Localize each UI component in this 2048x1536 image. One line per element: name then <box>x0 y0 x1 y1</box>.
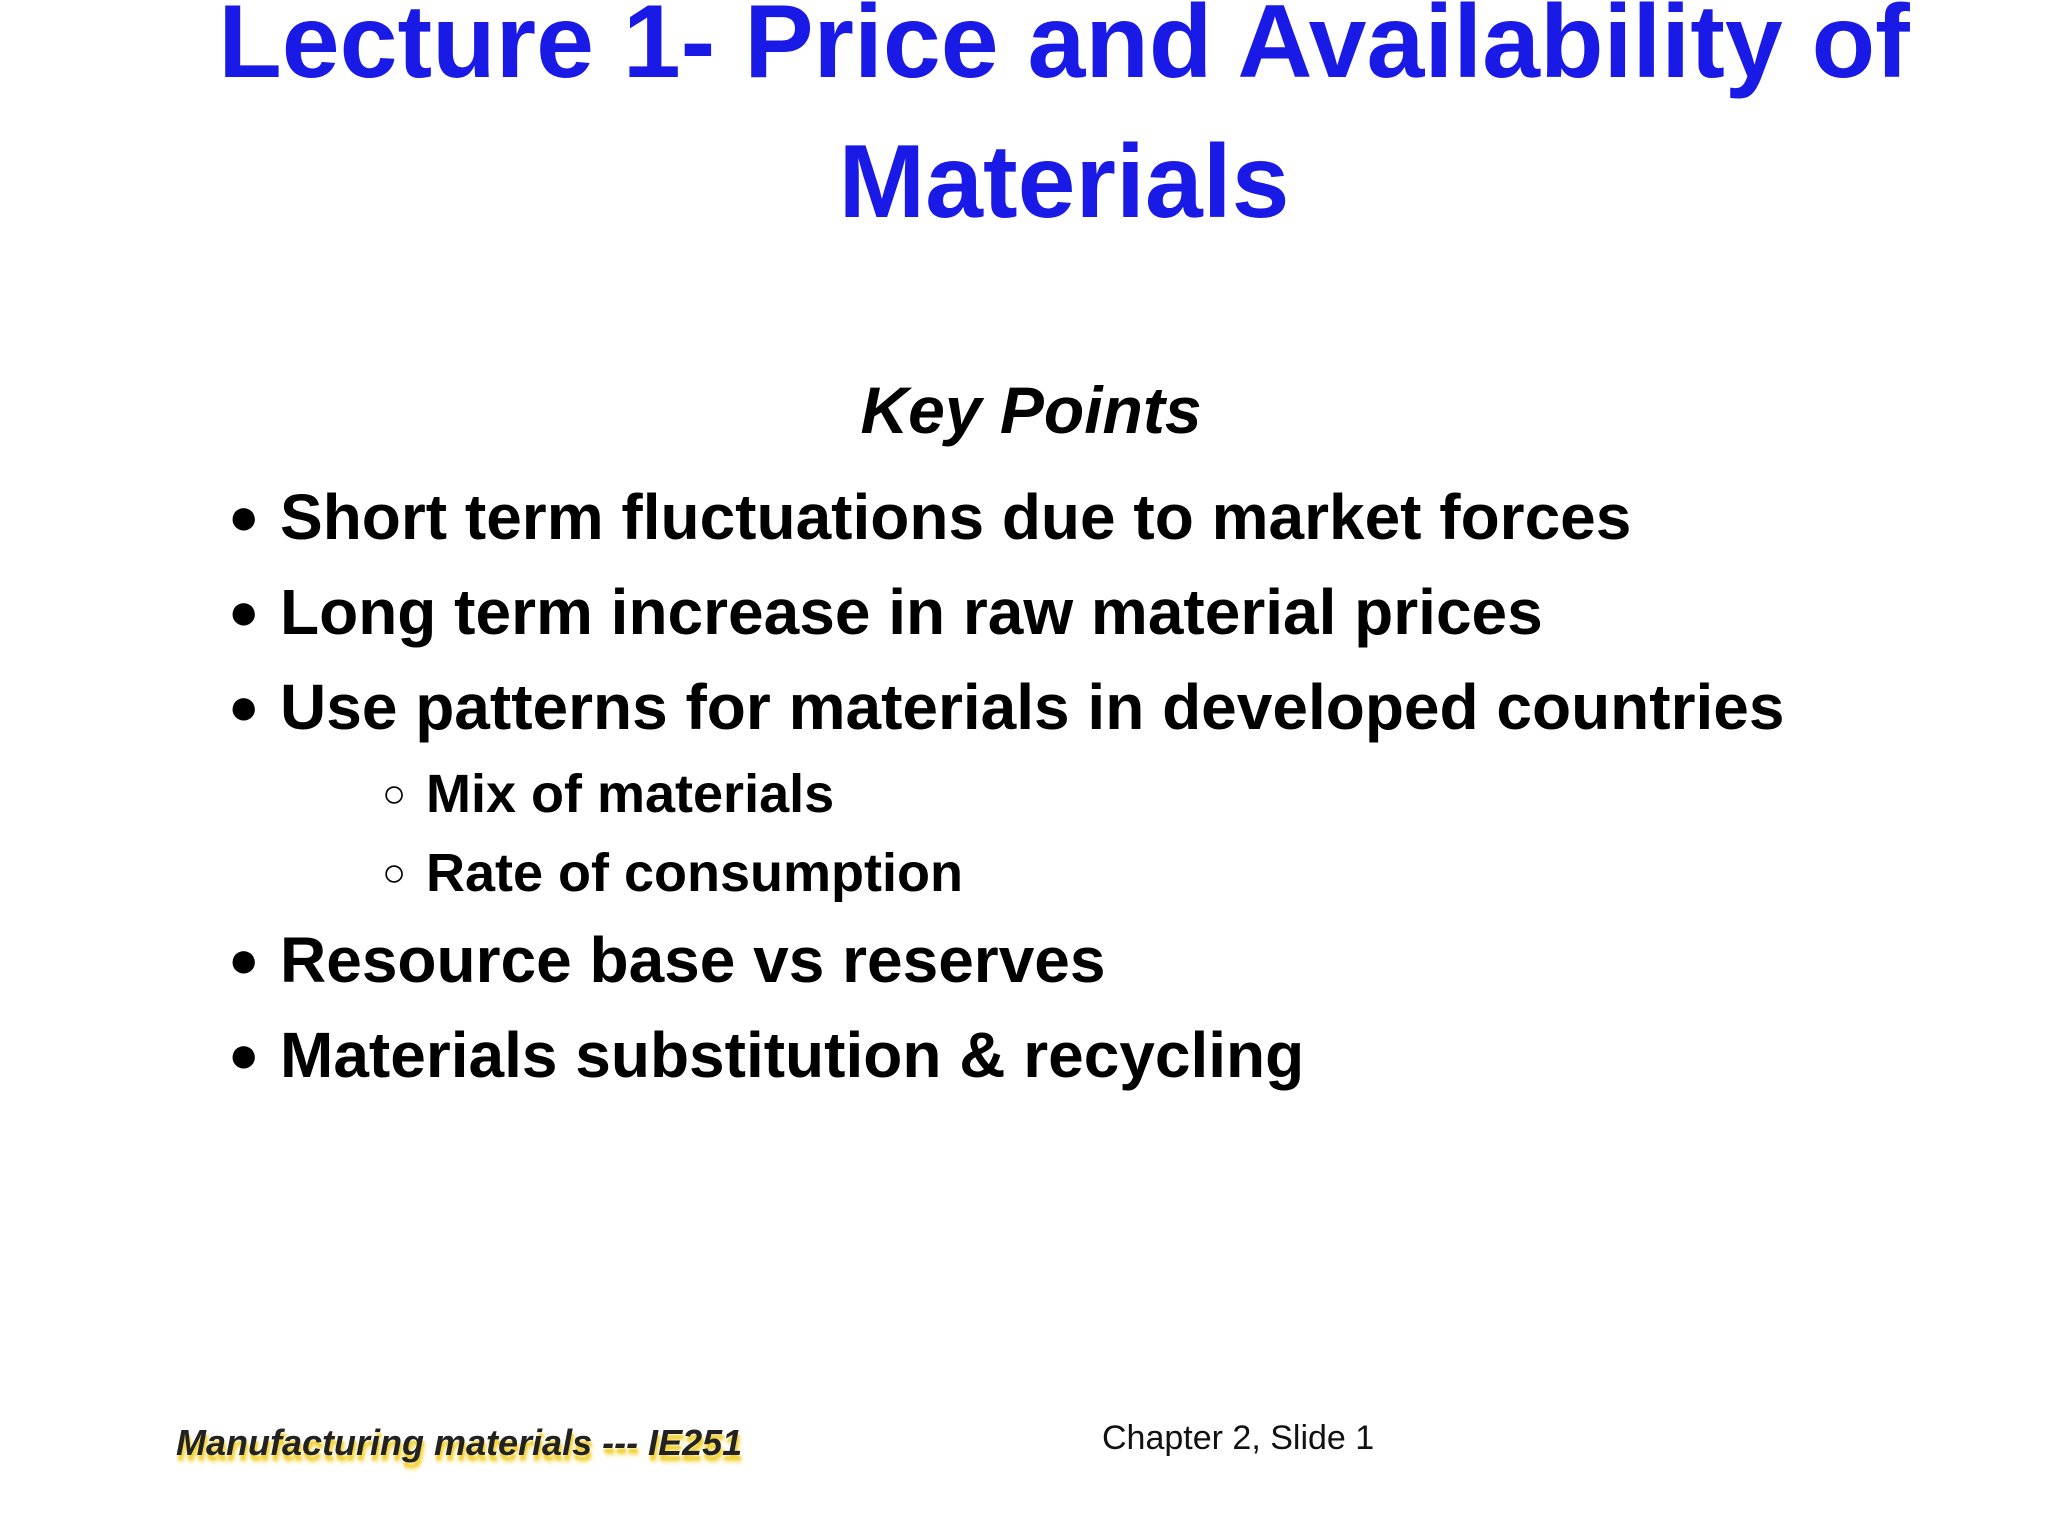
sub-bullet-item <box>382 755 1988 834</box>
sub-bullet-ring-icon: ○ <box>382 851 407 895</box>
bullet-text: Materials substitution & recycling <box>280 1019 1305 1091</box>
bullet-dot-icon: ● <box>228 1026 260 1084</box>
bullet-dot-icon: ● <box>228 678 260 736</box>
bullet-item <box>228 1008 1988 1103</box>
bullet-item <box>228 470 1988 565</box>
slide-title-line-1: Lecture 1- Price and Availability of <box>218 0 1910 100</box>
bullet-item <box>228 660 1988 913</box>
bullet-text: Long term increase in raw material prices <box>280 576 1543 648</box>
bullet-text: Use patterns for materials in developed countries <box>280 671 1785 743</box>
sub-bullet-ring-icon: ○ <box>382 772 407 816</box>
sub-bullet-text: Mix of materials <box>426 764 835 824</box>
sub-points-list <box>280 755 1988 913</box>
slide-title <box>0 0 2048 252</box>
key-points-list <box>228 470 1988 1103</box>
bullet-text: Resource base vs reserves <box>280 924 1106 996</box>
bullet-dot-icon: ● <box>228 583 260 641</box>
bullet-text: Short term fluctuations due to market forces <box>280 481 1632 553</box>
sub-bullet-text: Rate of consumption <box>426 843 963 903</box>
footer-course-label: Manufacturing materials --- IE251 <box>176 1422 743 1463</box>
bullet-item <box>228 565 1988 660</box>
bullet-dot-icon: ● <box>228 488 260 546</box>
sub-bullet-item <box>382 834 1988 913</box>
bullet-dot-icon: ● <box>228 931 260 989</box>
key-points-heading: Key Points <box>860 373 1202 447</box>
bullet-item <box>228 913 1988 1008</box>
footer-slide-number: Chapter 2, Slide 1 <box>1102 1419 1375 1457</box>
slide-title-line-2: Materials <box>838 124 1290 240</box>
